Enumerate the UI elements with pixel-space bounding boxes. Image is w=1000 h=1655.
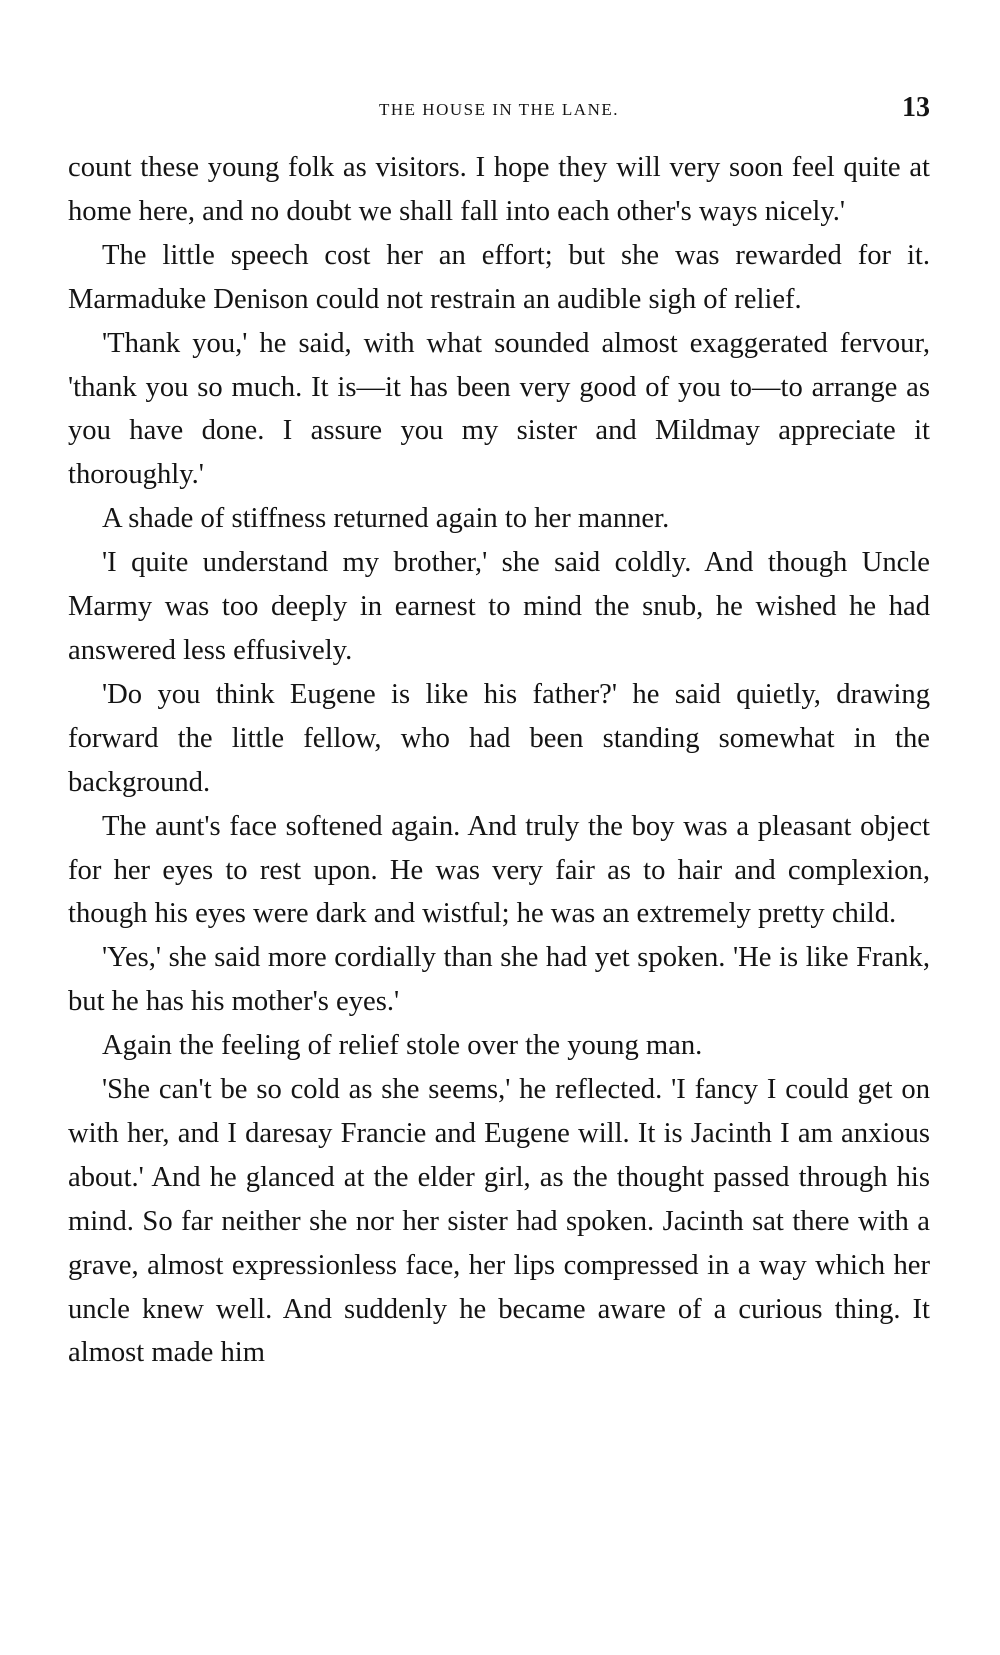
paragraph: 'I quite understand my brother,' she said coldly. And though Uncle Marmy was too deeply in earnest to mind the snub, he wished he had answered less effusively. [68, 547, 930, 666]
body-text [68, 146, 930, 1375]
paragraph: 'Do you think Eugene is like his father?' he said quietly, drawing forward the little fellow, who had been standing somewhat in the background. [68, 678, 930, 798]
paragraph: Again the feeling of relief stole over the young man. [102, 1030, 703, 1062]
paragraph: The aunt's face softened again. And truly the boy was a pleasant object for her eyes to rest upon. He was very fair as to hair and complexion, though his eyes were dark and wistful; he was an extremely pretty child. [68, 810, 930, 930]
paragraph: 'Yes,' she said more cordially than she had yet spoken. 'He is like Frank, but he has his mother's eyes.' [68, 942, 930, 1018]
running-title: THE HOUSE IN THE LANE. [379, 100, 619, 119]
paragraph: 'She can't be so cold as she seems,' he reflected. 'I fancy I could get on with her, and I daresay Francie and Eugene will. It is Jacinth I am anxious about.' And he glanced at the elder girl, as the thought passed through his mind. So far neither she nor her sister had spoken. Jacinth sat there with a grave, almost expressionless face, her lips compressed in a way which her uncle knew well. And suddenly he became aware of a curious thing. It almost made him [68, 1074, 930, 1369]
paragraph: The little speech cost her an effort; but she was rewarded for it. Marmaduke Denison could not restrain an audible sigh of relief. [68, 239, 930, 315]
paragraph: count these young folk as visitors. I hope they will very soon feel quite at home here, and no doubt we shall fall into each other's ways nicely.' [68, 152, 930, 227]
page-number: 13 [902, 92, 930, 123]
paragraph: A shade of stiffness returned again to her manner. [102, 503, 670, 535]
running-head [68, 92, 930, 132]
paragraph: 'Thank you,' he said, with what sounded almost exaggerated fervour, 'thank you so much. It is—it has been very good of you to—to arrange as you have done. I assure you my sister and Mildmay appreciate it thoroughly.' [68, 327, 930, 491]
